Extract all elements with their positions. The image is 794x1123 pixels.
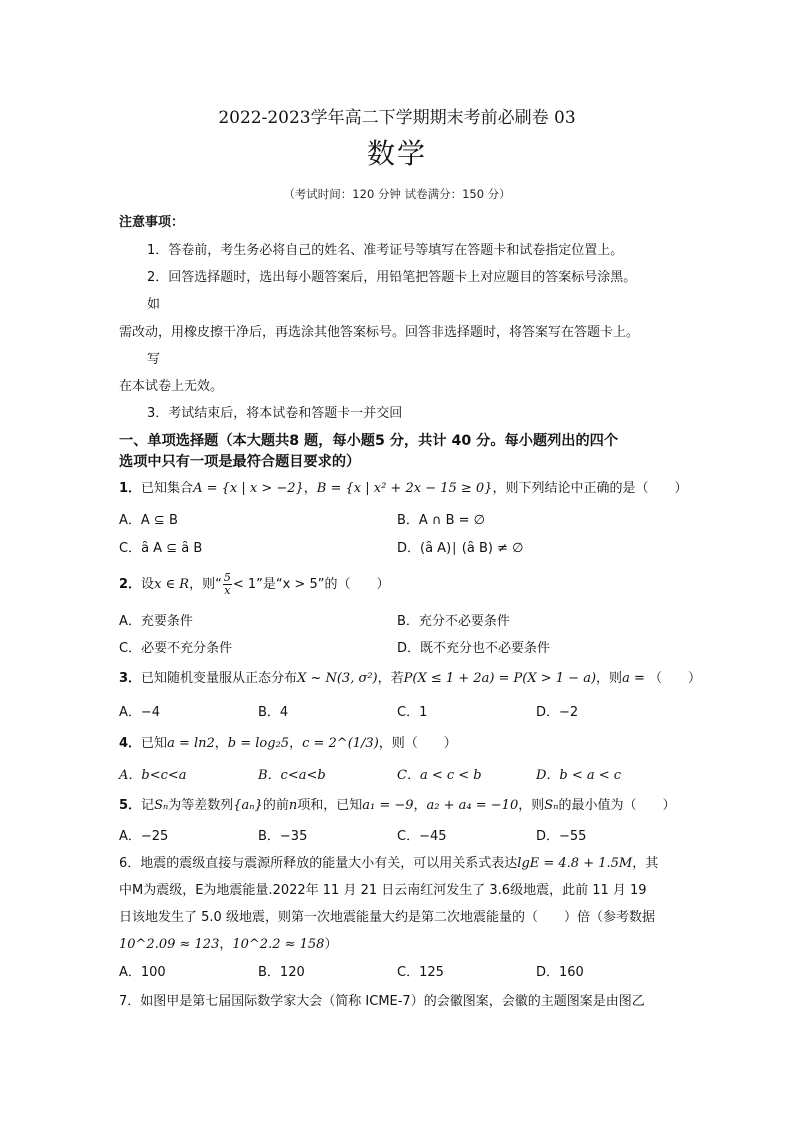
question-text-end: < 1”是“x > 5”的（ ）: [232, 576, 390, 592]
sequence-symbol: {aₙ}: [233, 798, 263, 813]
question-6-line1: [119, 856, 658, 872]
question-number: 3．: [119, 671, 142, 686]
reference-value-1: 10^2.09 ≈ 123: [119, 937, 220, 952]
notes-item-3: 3．考试结束后，将本试卷和答题卡一并交回: [147, 406, 403, 421]
question-text-end: ）: [324, 937, 338, 952]
sum-symbol: Sₙ: [544, 798, 559, 813]
sum-symbol: Sₙ: [154, 798, 169, 813]
question-2: [119, 572, 389, 597]
variable: a: [622, 671, 630, 686]
q1-option-c[interactable]: C．ȃ A ⊆ ȃ B: [119, 541, 203, 556]
question-text: 已知随机变量服从正态分布: [141, 671, 298, 686]
question-5: [119, 798, 675, 814]
question-text: 6．地震的震级直接与震源所释放的能量大小有关，可以用关系式表达: [119, 856, 518, 871]
condition-1: a₁ = −9: [362, 798, 414, 813]
q2-option-c[interactable]: C．必要不充分条件: [119, 641, 233, 656]
section-heading-line2: 选项中只有一项是最符合题目要求的）: [119, 454, 361, 470]
section-heading-line1: 一、单项选择题（本大题共8 题，每小题5 分，共计 40 分。每小题列出的四个: [119, 433, 619, 449]
question-text: 记: [141, 798, 155, 813]
a-definition: a = ln2: [167, 736, 215, 751]
question-text-end: ，则（ ）: [378, 736, 457, 751]
q2-option-a[interactable]: A．充要条件: [119, 614, 193, 629]
b-definition: b = log₂5: [227, 736, 290, 751]
fraction-numerator: 5: [223, 571, 231, 584]
q5-option-d[interactable]: D．−55: [536, 829, 587, 844]
condition: P(X ≤ 1 + 2a) = P(X > 1 − a): [403, 671, 597, 686]
question-text: ，则: [518, 798, 545, 813]
question-text: 项和，已知: [297, 798, 363, 813]
separator: ，: [303, 481, 317, 496]
condition: x ∈ R: [154, 576, 190, 592]
question-6-line3: 日该地发生了 5.0 级地震，则第一次地震能量大约是第二次地震能量的（ ）倍（参考数据: [119, 910, 655, 925]
question-6-line4: [119, 937, 337, 953]
notes-item-2-line3: 需改动，用橡皮擦干净后，再选涂其他答案标号。回答非选择题时，将答案写在答题卡上。: [119, 325, 640, 340]
c-definition: c = 2^(1/3): [302, 736, 379, 751]
n-symbol: n: [288, 798, 298, 813]
exam-title: 2022-2023学年高二下学期期末考前必刷卷 03: [218, 108, 576, 128]
q1-option-b[interactable]: B．A ∩ B = ∅: [397, 513, 485, 528]
question-number: 1．: [119, 481, 142, 496]
notes-item-2-line4: 写: [147, 352, 161, 367]
question-text-end: = （ ）: [629, 671, 701, 686]
fraction: [223, 572, 232, 597]
question-text-end: ，则下列结论中正确的是（ ）: [492, 481, 688, 496]
set-b: B = {x | x² + 2x − 15 ≥ 0}: [316, 481, 493, 496]
question-7-line1: 7．如图甲是第七届国际数学家大会（简称 ICME-7）的会徽图案，会徽的主题图案是由图乙: [119, 994, 645, 1009]
question-text: ，其: [632, 856, 659, 871]
question-text: ，若: [377, 671, 404, 686]
question-text: ，则“: [189, 576, 222, 592]
separator: ，: [214, 736, 228, 751]
q1-option-d[interactable]: D．(ȃ A)∣ (ȃ B) ≠ ∅: [397, 541, 524, 556]
q3-option-a[interactable]: A．−4: [119, 705, 161, 720]
q2-option-b[interactable]: B．充分不必要条件: [397, 614, 510, 629]
set-a: A = {x | x > −2}: [193, 481, 304, 496]
separator: ，: [289, 736, 303, 751]
condition-2: a₂ + a₄ = −10: [426, 798, 519, 813]
question-text: 已知集合: [141, 481, 194, 496]
question-text: 已知: [141, 736, 168, 751]
q1-option-a[interactable]: A．A ⊆ B: [119, 513, 178, 528]
q2-option-d[interactable]: D．既不充分也不必要条件: [397, 641, 551, 656]
question-text: 为等差数列: [168, 798, 234, 813]
distribution: X ~ N(3, σ²): [297, 671, 378, 686]
question-6-line2: 中M为震级，E为地震能量.2022年 11 月 21 日云南红河发生了 3.6级地震，此前 11 月 19: [119, 883, 647, 898]
q5-option-c[interactable]: C．−45: [397, 829, 447, 844]
exam-info: （考试时间：120 分钟 试卷满分：150 分）: [283, 187, 511, 201]
question-text: ，则: [596, 671, 623, 686]
notes-item-2-line5: 在本试卷上无效。: [119, 379, 224, 394]
q6-option-c[interactable]: C．125: [397, 965, 444, 980]
question-number: 2．: [119, 576, 142, 592]
question-text: 设: [141, 576, 155, 592]
q4-option-c[interactable]: C．a < c < b: [397, 768, 482, 783]
formula: lgE = 4.8 + 1.5M: [517, 856, 633, 871]
q3-option-c[interactable]: C．1: [397, 705, 428, 720]
notes-item-2-line1: 2．回答选择题时，选出每小题答案后，用铅笔把答题卡上对应题目的答案标号涂黑。: [147, 270, 637, 285]
q3-option-d[interactable]: D．−2: [536, 705, 579, 720]
notes-item-1: 1．答卷前，考生务必将自己的姓名、准考证号等填写在答题卡和试卷指定位置上。: [147, 243, 624, 258]
notes-heading: 注意事项：: [119, 215, 185, 230]
q4-option-d[interactable]: D．b < a < c: [536, 768, 622, 783]
q6-option-d[interactable]: D．160: [536, 965, 584, 980]
question-number: 4．: [119, 736, 142, 751]
question-1: [119, 481, 687, 497]
subject-title: 数学: [366, 137, 427, 170]
q6-option-b[interactable]: B．120: [258, 965, 305, 980]
notes-item-2-line2: 如: [147, 297, 161, 312]
fraction-denominator: x: [224, 584, 231, 597]
question-text-end: 的最小值为（ ）: [558, 798, 676, 813]
q5-option-a[interactable]: A．−25: [119, 829, 169, 844]
q4-option-a[interactable]: A．b<c<a: [119, 768, 187, 783]
question-4: [119, 736, 457, 752]
question-number: 5．: [119, 798, 142, 813]
separator: ，: [219, 937, 233, 952]
question-3: [119, 671, 701, 687]
reference-value-2: 10^2.2 ≈ 158: [232, 937, 325, 952]
q5-option-b[interactable]: B．−35: [258, 829, 308, 844]
q6-option-a[interactable]: A．100: [119, 965, 166, 980]
separator: ，: [413, 798, 427, 813]
q4-option-b[interactable]: B．c<a<b: [258, 768, 326, 783]
q3-option-b[interactable]: B．4: [258, 705, 289, 720]
question-text: 的前: [262, 798, 289, 813]
